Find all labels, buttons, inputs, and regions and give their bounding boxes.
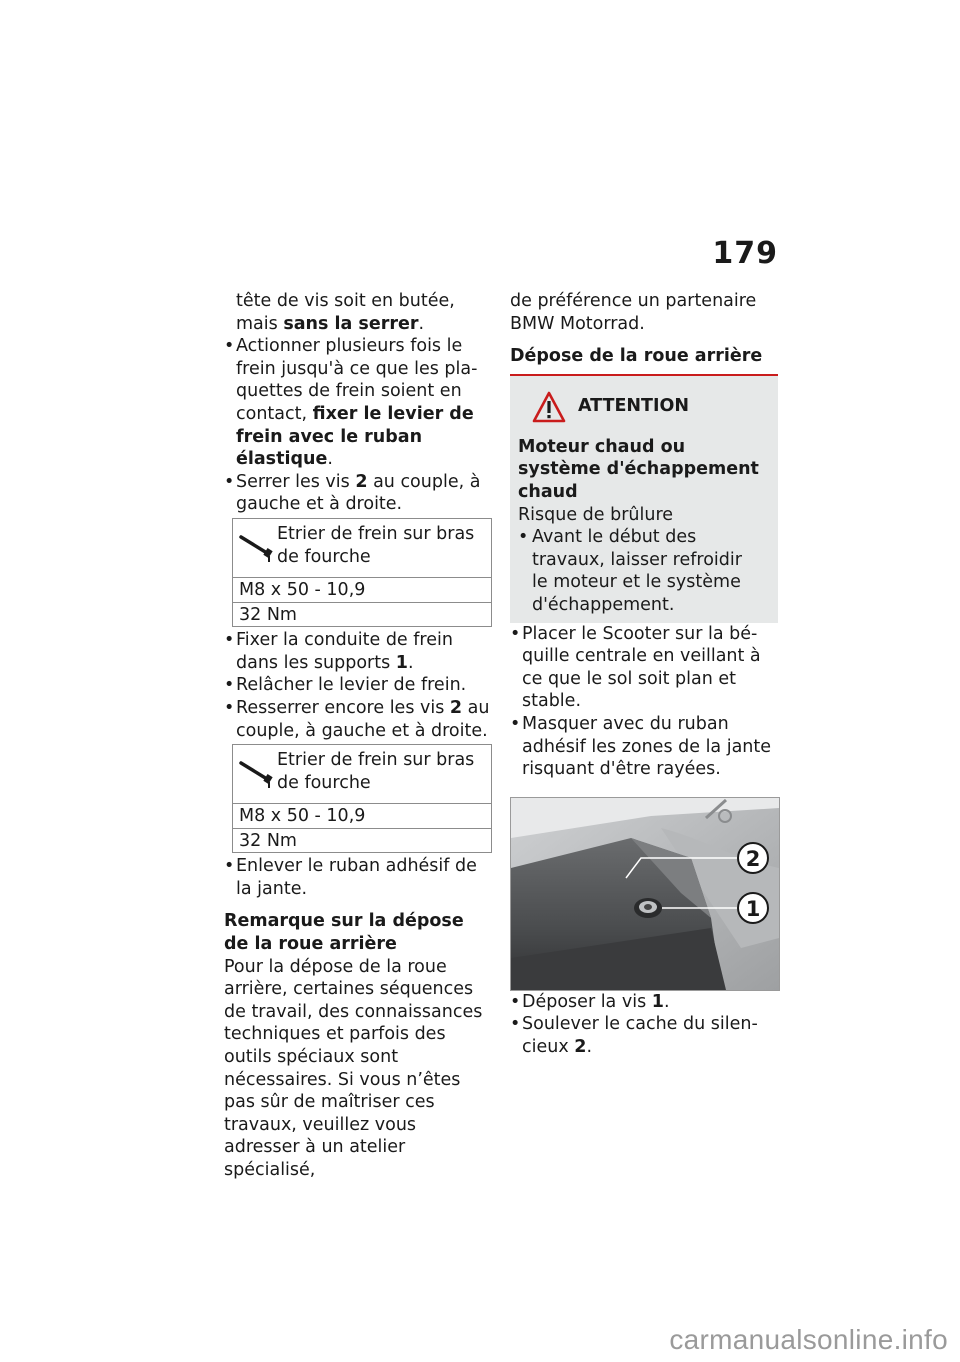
page-number: 179 <box>712 236 778 271</box>
torque-label: Etrier de frein sur bras de fourche <box>277 750 475 793</box>
note-body: Pour la dépose de la roue arrière, certaines séquences de travail, des connaissances techniques et parfois des outils spéciaux sont nécessaires. Si vous n’êtes pas sûr de maîtriser ces travaux, veuillez vous adresser à un atelier spécialisé, <box>224 956 483 1180</box>
attention-title: ATTENTION <box>578 396 690 417</box>
torque-value: 32 Nm <box>239 604 297 625</box>
torque-screw: M8 x 50 - 10,9 <box>233 578 491 603</box>
figure-label-2: 2 <box>745 846 761 871</box>
torque-table <box>232 518 492 627</box>
photo-illustration <box>511 798 779 990</box>
intro-paragraph: tête de vis soit en butée, mais sans la serrer. <box>236 291 455 334</box>
torque-wrench-icon <box>233 523 277 563</box>
list-item: • Relâcher le levier de frein. <box>224 674 492 697</box>
torque-table-header <box>233 519 491 578</box>
attention-box <box>510 374 778 623</box>
torque-table-header <box>233 745 491 804</box>
list-item: • Placer le Scooter sur la béquille centrale en veillant à ce que le sol soit plan et stable. <box>510 623 778 713</box>
list-item: • Déposer la vis 1. <box>510 991 778 1014</box>
left-column <box>224 290 492 1182</box>
watermark: carmanualsonline.info <box>669 1324 948 1355</box>
list-item: • Soulever le cache du silencieux 2. <box>510 1013 778 1058</box>
steps-list-4 <box>510 623 778 781</box>
continuation-paragraph: de préférence un partenaire BMW Motorrad. <box>510 291 757 334</box>
right-column <box>510 290 778 1058</box>
torque-value: 32 Nm <box>239 830 297 851</box>
list-item: • Fixer la conduite de frein dans les supports 1. <box>224 629 492 674</box>
torque-label: Etrier de frein sur bras de fourche <box>277 523 475 567</box>
warning-triangle-icon <box>532 391 566 423</box>
torque-table <box>232 744 492 853</box>
attention-header <box>518 382 762 432</box>
list-item: • Actionner plusieurs fois le frein jusqu'à ce que les plaquettes de frein soient en contact, fixer le levier de frein avec le ruban élastique. <box>224 335 492 471</box>
section-title: Dépose de la roue arrière <box>510 346 763 367</box>
list-item: • Serrer les vis 2 au couple, à gauche et à droite. <box>224 471 492 516</box>
attention-list <box>518 526 762 616</box>
list-item: • Avant le début des travaux, laisser refroidir le moteur et le système d'échappement. <box>518 526 762 616</box>
note-heading: Remarque sur la dépose de la roue arrière <box>224 911 464 955</box>
steps-list-3 <box>224 855 492 900</box>
muffler-cover-photo <box>510 797 780 991</box>
steps-list-2 <box>224 629 492 742</box>
figure-label-1: 1 <box>745 896 761 921</box>
torque-screw: M8 x 50 - 10,9 <box>233 804 491 829</box>
steps-list-1 <box>224 335 492 516</box>
attention-subtitle: Moteur chaud ou système d'échappement chaud <box>518 436 759 502</box>
list-item: • Enlever le ruban adhésif de la jante. <box>224 855 492 900</box>
steps-list-5 <box>510 991 778 1059</box>
torque-wrench-icon <box>233 749 277 789</box>
list-item: • Masquer avec du ruban adhésif les zones de la jante risquant d'être rayées. <box>510 713 778 781</box>
attention-risk: Risque de brûlure <box>518 504 674 525</box>
list-item: • Resserrer encore les vis 2 au couple, à gauche et à droite. <box>224 697 492 742</box>
